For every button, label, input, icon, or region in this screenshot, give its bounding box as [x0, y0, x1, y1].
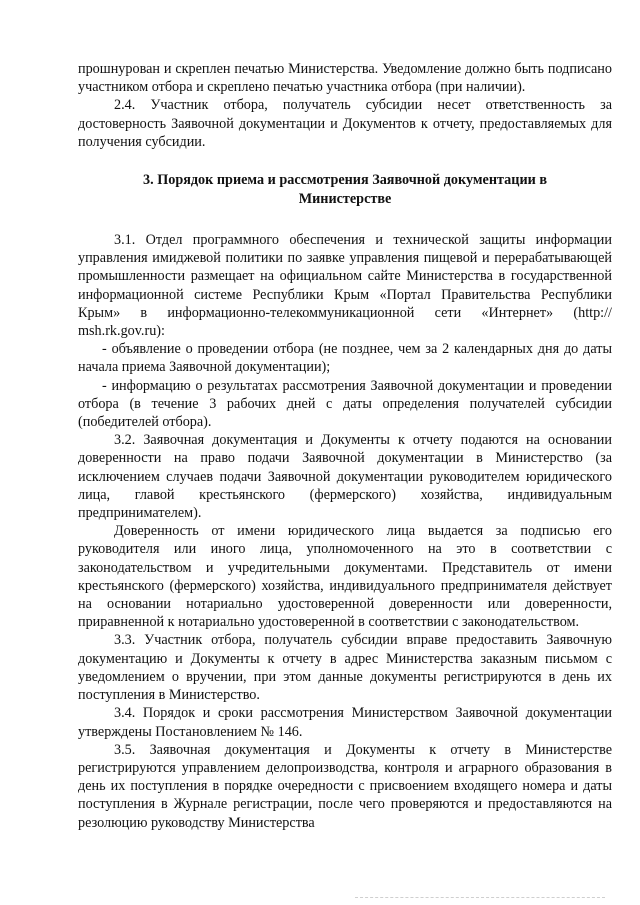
scan-artifact-line [355, 897, 605, 899]
paragraph-3-2: 3.2. Заявочная документация и Документы к отчету подаются на основании доверенности на право подачи Заявочной документации в Министерство (за исключением случаев подачи Заявочной документации руководителем юридического лица, главой крестьянского (фермерского) хозяйства, индивидуальным предпринимателем). [78, 432, 612, 522]
paragraph-2-4: 2.4. Участник отбора, получатель субсидии несет ответственность за достоверность Заявочной документации и Документов к отчету, предоставляемых для получения субсидии. [78, 97, 612, 150]
section-heading: 3. Порядок приема и рассмотрения Заявочной документации в Министерстве [143, 172, 547, 208]
paragraph-continuation: прошнурован и скреплен печатью Министерства. Уведомление должно быть подписано участником отбора и скреплено печатью участника отбора (при наличии). [78, 61, 612, 96]
document-page [78, 60, 612, 832]
paragraph-3-1: 3.1. Отдел программного обеспечения и технической защиты информации управления имиджевой политики по заявке управления пищевой и перерабатывающей промышленности размещает на официальном сайте Министерства в государственной информационной системе Республики Крым «Портал Правительства Республики Крым» в информационно-телекоммуникационной сети «Интернет» (http:// msh.rk.gov.ru): [78, 232, 612, 340]
bullet-results: - информацию о результатах рассмотрения Заявочной документации и проведении отбора (в течение 3 рабочих дней с даты определения получателей субсидии (победителей отбора). [78, 377, 612, 431]
paragraph-3-3: 3.3. Участник отбора, получатель субсидии вправе предоставить Заявочную документацию и Документы к отчету в адрес Министерства заказным письмом с уведомлением о вручении, при этом данные документы регистрируются в день их поступления в Министерство. [78, 632, 612, 704]
bullet-announcement: - объявление о проведении отбора (не позднее, чем за 2 календарных дня до даты начала приема Заявочной документации); [78, 341, 612, 376]
paragraph-3-4: 3.4. Порядок и сроки рассмотрения Министерством Заявочной документации утверждены Постановлением № 146. [78, 705, 612, 740]
paragraph-power-of-attorney: Доверенность от имени юридического лица выдается за подписью его руководителя или иного лица, уполномоченного на это в соответствии с законодательством и учредительными документами. Представитель от имени крестьянского (фермерского) хозяйства, индивидуального предпринимателя действует на основании нотариально удостоверенной доверенности или доверенности, приравненной к нотариально удостоверенной в соответствии с законодательством. [78, 523, 612, 631]
paragraph-3-5: 3.5. Заявочная документация и Документы к отчету в Министерстве регистрируются управлением делопроизводства, контроля и аграрного образования в день их поступления в порядке очередности с присвоением входящего номера и даты поступления в Журнале регистрации, после чего проверяются и предоставляются на резолюцию руководству Министерства [78, 741, 612, 831]
